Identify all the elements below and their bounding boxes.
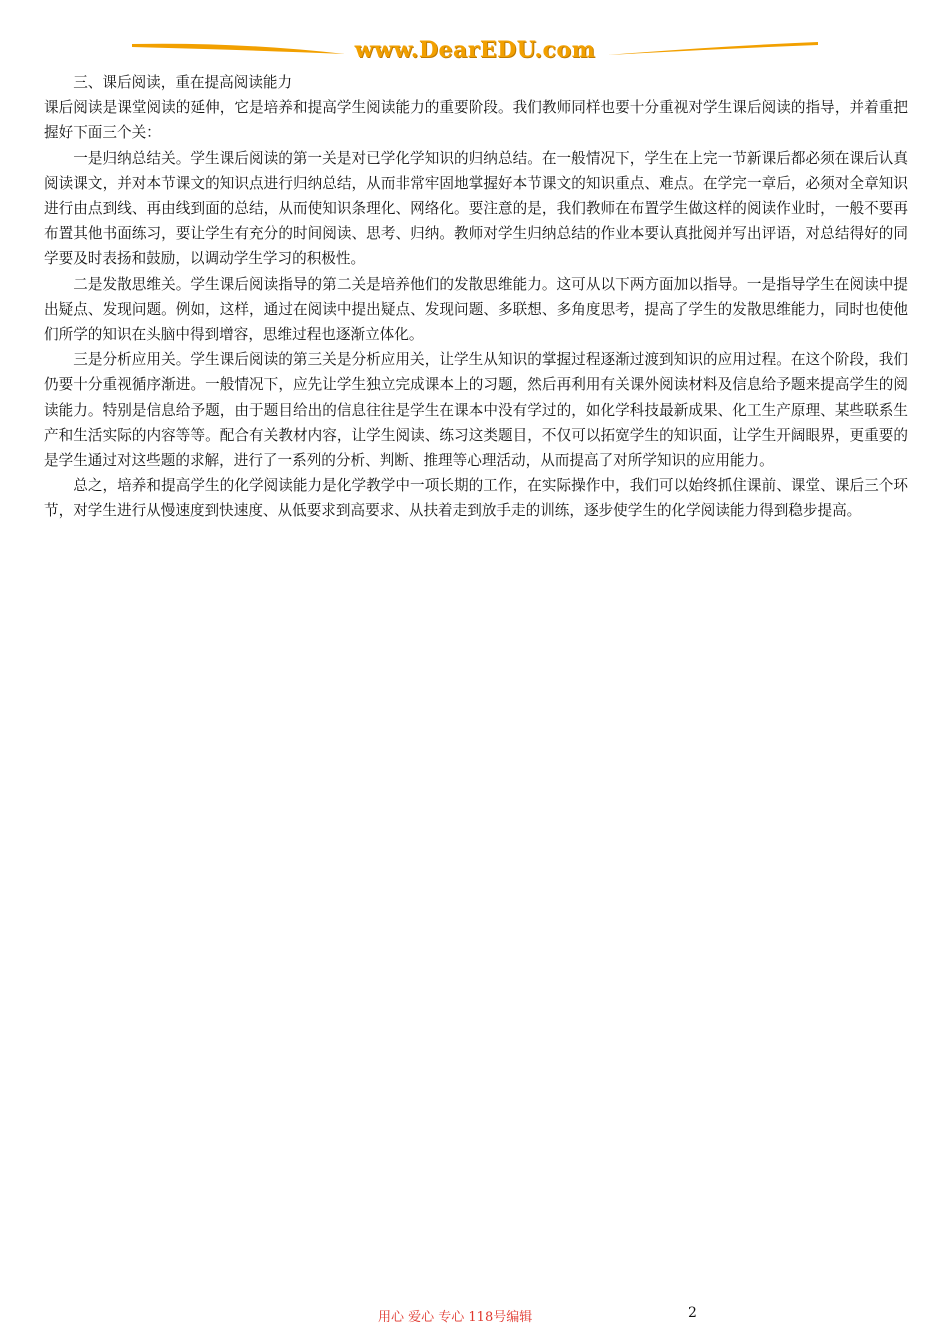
document-body — [44, 70, 908, 524]
page-header — [130, 34, 820, 70]
paragraph-summary-stage: 一是归纳总结关。学生课后阅读的第一关是对已学化学知识的归纳总结。在一般情况下，学生在上完一节新课后都必须在课后认真阅读课文，并对本节课文的知识点进行归纳总结，从而非常牢固地掌握好本节课文的知识重点、难点。在学完一章后，必须对全章知识进行由点到线、再由线到面的总结，从而使知识条理化、网络化。要注意的是，我们教师在布置学生做这样的阅读作业时，一般不要再布置其他书面练习，要让学生有充分的时间阅读、思考、归纳。教师对学生归纳总结的作业本要认真批阅并写出评语，对总结得好的同学要及时表扬和鼓励，以调动学生学习的积极性。 — [44, 149, 908, 268]
intro-paragraph: 课后阅读是课堂阅读的延伸，它是培养和提高学生阅读能力的重要阶段。我们教师同样也要十分重视对学生课后阅读的指导，并着重把握好下面三个关： — [44, 99, 908, 142]
paragraph-divergent-thinking: 二是发散思维关。学生课后阅读指导的第二关是培养他们的发散思维能力。这可从以下两方面加以指导。一是指导学生在阅读中提出疑点、发现问题。例如，这样，通过在阅读中提出疑点、发现问题、多联想、多角度思考，提高了学生的发散思维能力，同时也使他们所学的知识在头脑中得到增容，思维过程也逐渐立体化。 — [44, 275, 908, 344]
site-logo-text[interactable]: www.DearEDU.com — [354, 37, 596, 63]
paragraph-conclusion: 总之，培养和提高学生的化学阅读能力是化学教学中一项长期的工作，在实际操作中，我们可以始终抓住课前、课堂、课后三个环节，对学生进行从慢速度到快速度、从低要求到高要求、从扶着走到放手走的训练，逐步使学生的化学阅读能力得到稳步提高。 — [44, 477, 908, 520]
section-heading: 三、课后阅读，重在提高阅读能力 — [73, 74, 293, 91]
page-number: 2 — [688, 1305, 697, 1321]
footer-slogan: 用心 爱心 专心 118号编辑 — [378, 1310, 533, 1325]
paragraph-application-stage: 三是分析应用关。学生课后阅读的第三关是分析应用关，让学生从知识的掌握过程逐渐过渡到知识的应用过程。在这个阶段，我们仍要十分重视循序渐进。一般情况下，应先让学生独立完成课本上的习题，然后再利用有关课外阅读材料及信息给予题来提高学生的阅读能力。特别是信息给予题，由于题目给出的信息往往是学生在课本中没有学过的，如化学科技最新成果、化工生产原理、某些联系生产和生活实际的内容等等。配合有关教材内容，让学生阅读、练习这类题目，不仅可以拓宽学生的知识面，让学生开阔眼界，更重要的是学生通过对这些题的求解，进行了一系列的分析、判断、推理等心理活动，从而提高了对所学知识的应用能力。 — [44, 351, 908, 470]
